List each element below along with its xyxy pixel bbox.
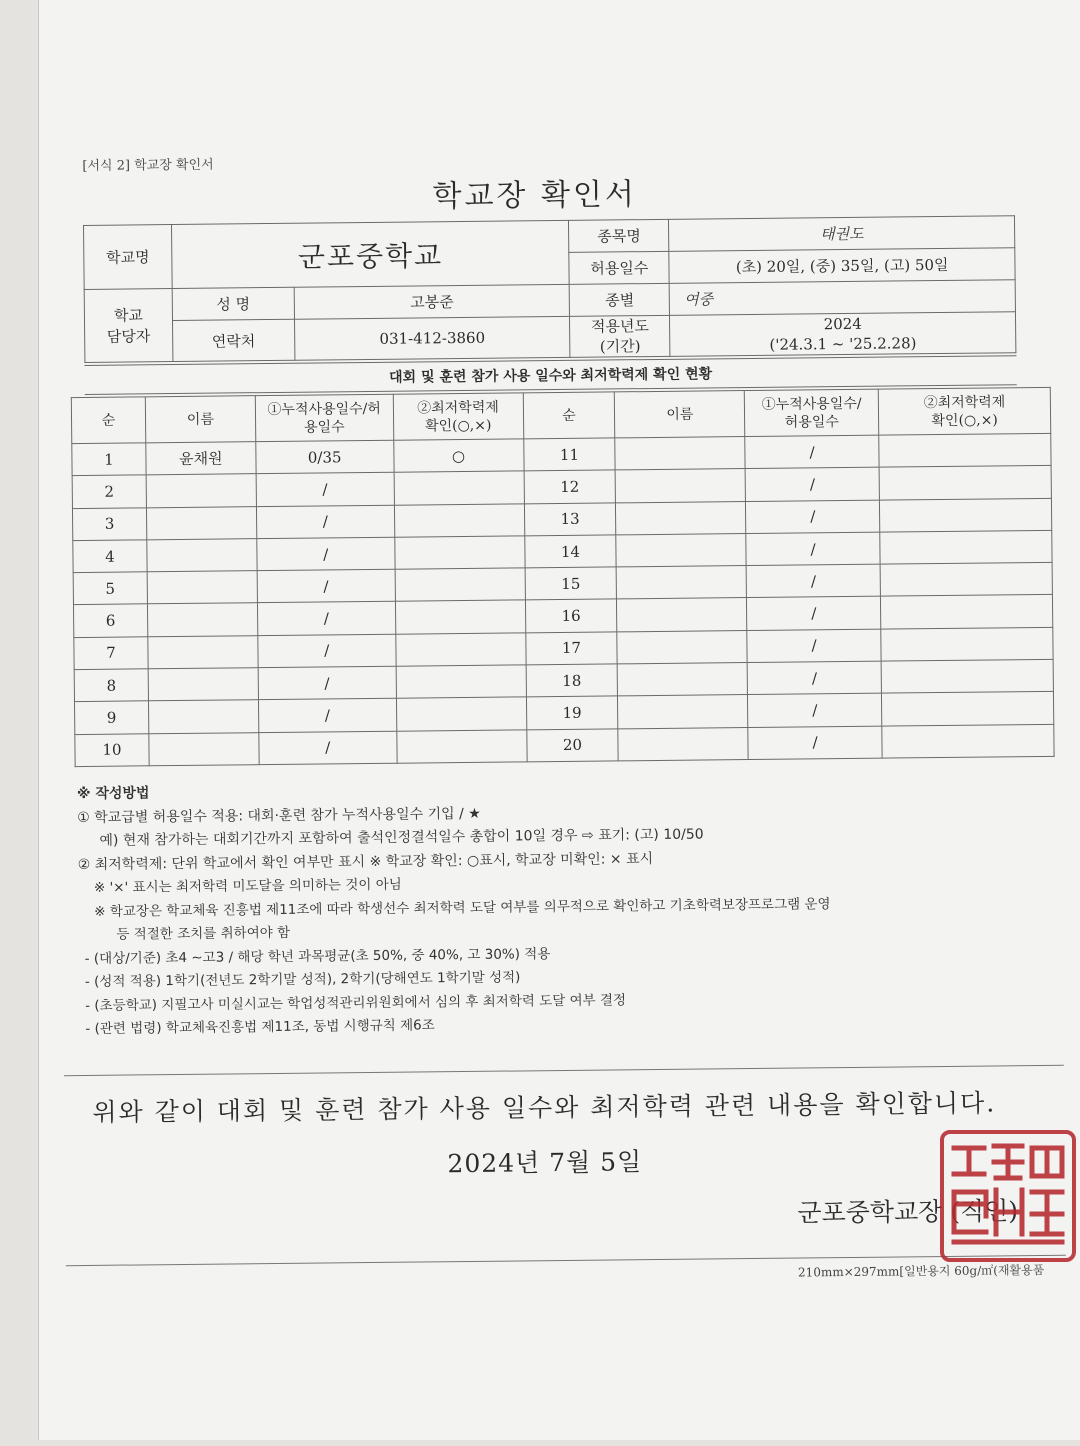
row-academic — [396, 665, 526, 699]
row-days-right: / — [748, 726, 882, 760]
divider-top — [64, 1065, 1064, 1076]
notes-line-9: - (초등학교) 지필고사 미실시교는 학업성적관리위원회에서 심의 후 최저학력 도달 여부 결정 — [85, 991, 627, 1014]
row-academic-right — [881, 595, 1053, 629]
header-days-line-2: 용일수 — [303, 418, 345, 436]
notes-line-4: ※ '×' 표시는 최저학력 미도달을 의미하는 것이 아님 — [93, 876, 402, 896]
year-label-line-2: (기간) — [599, 337, 641, 356]
row-no: 6 — [73, 604, 147, 637]
row-days-right: / — [745, 435, 879, 469]
row-academic-right — [879, 433, 1051, 467]
header-days-right-line-2: 허용일수 — [784, 413, 839, 431]
row-no-right: 16 — [525, 599, 617, 632]
row-days-right: / — [747, 661, 881, 695]
row-no-right: 12 — [524, 470, 616, 503]
writing-instructions — [77, 773, 1070, 1042]
header-days-line-1: ①누적사용일수/허 — [267, 400, 381, 418]
manager-label-line-1: 학교 — [113, 306, 143, 325]
row-days-right: / — [747, 597, 881, 631]
row-no: 5 — [73, 572, 147, 605]
notes-line-6: 등 적절한 조치를 취하여야 함 — [116, 924, 291, 943]
row-no-right: 18 — [526, 664, 618, 697]
year-cell — [670, 312, 1016, 357]
notes-line-7: - (대상/기준) 초4 ~고3 / 해당 학년 과목평균(초 50%, 중 40%, 고 30%) 적용 — [84, 945, 551, 967]
row-name — [149, 732, 259, 765]
row-name — [147, 571, 257, 604]
row-academic-right — [880, 498, 1052, 532]
manager-label — [84, 289, 173, 363]
row-no: 9 — [74, 701, 148, 734]
row-name — [148, 700, 258, 733]
paper-spec-footer: 210mm×297mm[일반용지 60g/㎡(재활용품 — [797, 1262, 1045, 1280]
gender-value: 여중 — [669, 280, 1015, 316]
row-days-right: / — [746, 564, 880, 598]
row-no: 4 — [73, 540, 147, 573]
header-name: 이름 — [145, 396, 255, 443]
header-academic-right-line-2: 확인(○,×) — [931, 411, 998, 429]
header-days — [255, 394, 393, 441]
notes-heading: ※ 작성방법 — [76, 785, 150, 803]
roster-body — [72, 433, 1054, 766]
document-title: 학교장 확인서 — [432, 177, 638, 215]
event-label: 종목명 — [569, 219, 669, 252]
row-academic-right — [879, 466, 1051, 500]
name-label: 성 명 — [172, 287, 294, 320]
school-name: 군포중학교 — [171, 220, 569, 288]
row-name-right — [617, 598, 747, 632]
gender-label: 종별 — [570, 283, 670, 316]
row-no-right: 20 — [526, 729, 618, 762]
header-days-right — [745, 389, 879, 436]
header-academic-line-2: 확인(○,×) — [424, 417, 492, 434]
issue-date: 2024년 7월 5일 — [447, 1147, 643, 1179]
row-name — [147, 539, 257, 572]
row-name-right — [617, 566, 747, 600]
row-academic — [395, 568, 525, 602]
row-academic-right — [882, 692, 1054, 726]
row-no-right: 14 — [524, 535, 616, 568]
row-no-right: 19 — [526, 696, 618, 729]
notes-line-10: - (관련 법령) 학교체육진흥법 제11조, 동법 시행규칙 제6조 — [85, 1017, 435, 1037]
row-days: / — [256, 473, 394, 507]
notes-line-2: 예) 현재 참가하는 대회기간까지 포함하여 출석인정결석일수 총합이 10일 경우 ⇨ 표기: (고) 10/50 — [99, 826, 704, 849]
row-days: / — [257, 569, 395, 603]
header-academic-right-line-1: ②최저학력제 — [923, 393, 1006, 411]
row-academic — [394, 503, 524, 537]
row-name-right — [616, 533, 746, 567]
row-no: 1 — [72, 443, 146, 476]
notes-line-8: - (성적 적용) 1학기(전년도 2학기말 성적), 2학기(당해연도 1학기말 성적) — [84, 969, 521, 990]
school-label: 학교명 — [84, 225, 173, 290]
header-no: 순 — [71, 397, 145, 444]
row-no-right: 17 — [525, 632, 617, 665]
row-name: 윤채원 — [146, 442, 256, 475]
header-no-right: 순 — [523, 392, 615, 439]
section-title: 대회 및 훈련 참가 사용 일수와 최저학력제 확인 현황 — [84, 355, 1016, 395]
row-name-right — [617, 630, 747, 664]
row-name-right — [618, 695, 748, 729]
row-days: / — [258, 634, 396, 668]
roster-table — [71, 387, 1055, 767]
row-academic-right — [881, 627, 1053, 661]
row-no: 2 — [72, 475, 146, 508]
header-name-right: 이름 — [615, 391, 745, 438]
row-days-right: / — [746, 532, 880, 566]
row-no: 10 — [75, 733, 149, 766]
year-label-line-1: 적용년도 — [590, 317, 650, 336]
row-days-right: / — [746, 500, 880, 534]
event-value: 태권도 — [669, 216, 1015, 252]
manager-name: 고봉준 — [294, 284, 570, 319]
principal-signature-line: 군포중학교장 (직인) — [797, 1196, 1019, 1228]
row-academic — [394, 536, 524, 570]
manager-label-line-2: 담당자 — [106, 327, 151, 346]
row-academic-right — [880, 530, 1052, 564]
row-days: / — [258, 666, 396, 700]
row-no-right: 11 — [523, 438, 615, 471]
row-name-right — [618, 727, 748, 761]
info-table — [83, 215, 1016, 363]
row-name-right — [615, 437, 745, 471]
row-name-right — [616, 501, 746, 535]
notes-line-3: ② 최저학력제: 단위 학교에서 확인 여부만 표시 ※ 학교장 확인: ○표시, 학교장 미확인: × 표시 — [77, 850, 654, 873]
contact-label: 연락처 — [172, 319, 294, 361]
row-no: 7 — [74, 637, 148, 670]
header-academic — [393, 393, 523, 440]
row-no: 3 — [72, 507, 146, 540]
notes-line-5: ※ 학교장은 학교체육 진흥법 제11조에 따라 학생선수 최저학력 도달 여부를 의무적으로 확인하고 기초학력보장프로그램 운영 — [94, 895, 831, 920]
form-label: [서식 2] 학교장 확인서 — [82, 157, 214, 174]
row-no-right: 15 — [525, 567, 617, 600]
year-label — [570, 315, 670, 357]
row-no: 8 — [74, 669, 148, 702]
row-academic-right — [882, 724, 1054, 758]
row-name-right — [618, 663, 748, 697]
row-days: / — [258, 699, 396, 733]
header-days-right-line-1: ①누적사용일수/ — [761, 395, 862, 413]
row-name — [147, 603, 257, 636]
row-academic: ○ — [393, 439, 523, 473]
row-days-right: / — [745, 467, 879, 501]
row-academic-right — [880, 563, 1052, 597]
row-days: / — [259, 731, 397, 765]
row-name — [146, 474, 256, 507]
row-no-right: 13 — [524, 502, 616, 535]
row-academic-right — [881, 659, 1053, 693]
row-academic — [394, 471, 524, 505]
contact-value: 031-412-3860 — [294, 316, 570, 360]
row-days: / — [257, 602, 395, 636]
allowed-days-label: 허용일수 — [569, 251, 669, 284]
seal-glyphs-icon — [944, 1134, 1072, 1258]
row-name — [146, 506, 256, 539]
row-days-right: / — [748, 694, 882, 728]
row-name — [148, 668, 258, 701]
confirmation-statement: 위와 같이 대회 및 훈련 참가 사용 일수와 최저학력 관련 내용을 확인합니다. — [92, 1088, 997, 1127]
row-academic — [396, 730, 526, 764]
row-name-right — [616, 469, 746, 503]
notes-line-1: ① 학교급별 허용일수 적용: 대회·훈련 참가 누적사용일수 기입 / ★ — [77, 805, 481, 826]
row-academic — [396, 697, 526, 731]
year-value: 2024 — [823, 314, 862, 334]
row-academic — [395, 633, 525, 667]
row-name — [148, 635, 258, 668]
row-days: / — [256, 505, 394, 539]
row-days-right: / — [747, 629, 881, 663]
header-academic-right — [878, 387, 1050, 435]
period-value: ('24.3.1 ~ '25.2.28) — [769, 334, 917, 354]
row-days: / — [257, 537, 395, 571]
official-seal-stamp — [940, 1130, 1076, 1262]
header-academic-line-1: ②최저학력제 — [417, 399, 499, 416]
row-academic — [395, 600, 525, 634]
allowed-days-value: (초) 20일, (중) 35일, (고) 50일 — [669, 248, 1015, 284]
row-days: 0/35 — [256, 440, 394, 474]
